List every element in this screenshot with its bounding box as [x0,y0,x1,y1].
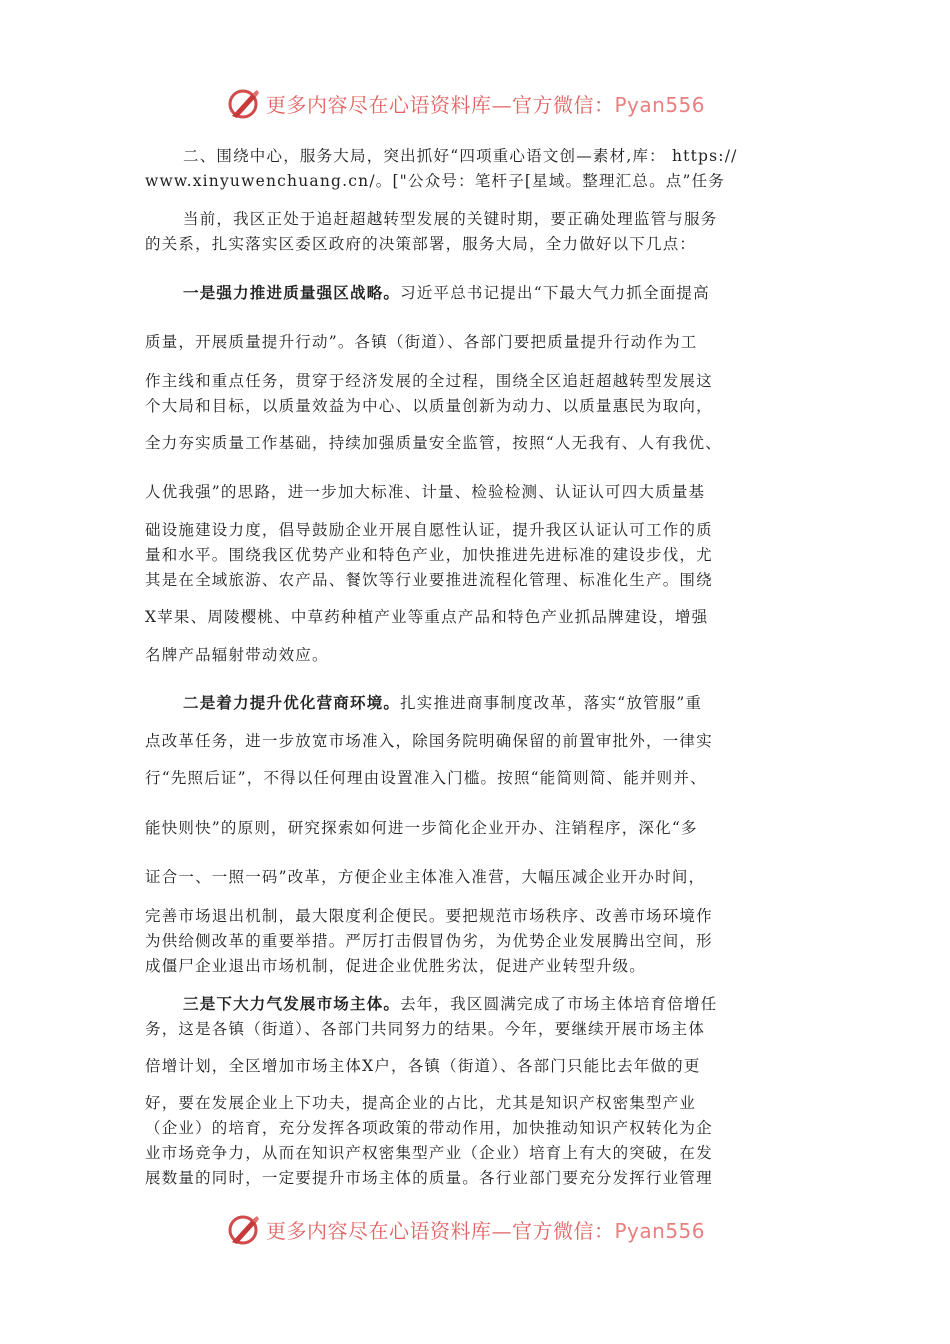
line-text: 好，要在发展企业上下功夫，提高企业的占比，尤其是知识产权密集型产业 [145,1094,697,1112]
line-text: 成僵尸企业退出市场机制，促进企业优胜劣汰，促进产业转型升级。 [145,957,647,975]
text-line [183,283,710,303]
pen-logo-icon [226,1212,262,1248]
text-line [145,906,713,926]
text-line [145,520,713,540]
banner-label: 更多内容尽在心语资料库—官方微信： [266,93,615,117]
text-line [145,371,713,391]
banner-wechat-id: Pyan556 [614,93,706,117]
text-line [145,171,725,191]
text-line [183,146,738,166]
text-line [145,931,713,951]
text-line [145,1019,705,1039]
text-line [145,956,646,976]
section-heading: 三是下大力气发展市场主体。 [183,994,401,1013]
line-text: 务，这是各镇（街道）、各部门共同努力的结果。今年，要继续开展市场主体 [145,1020,706,1038]
text-line [145,818,698,838]
banner-wechat-id: Pyan556 [614,1219,706,1243]
banner-text [266,92,705,118]
line-text: 去年，我区圆满完成了市场主体培育倍增任 [400,995,718,1013]
text-line [145,433,722,453]
line-text: 的关系，扎实落实区委区政府的决策部署，服务大局，全力做好以下几点： [145,235,697,253]
line-text: 础设施建设力度，倡导鼓励企业开展自愿性认证，提升我区认证认可工作的质 [145,521,713,539]
section-heading: 二是着力提升优化营商环境。 [183,693,401,712]
line-text: 倍增计划，全区增加市场主体X户，各镇（街道）、各部门只能比去年做的更 [145,1057,701,1075]
text-line [145,234,696,254]
text-line [145,1118,713,1138]
line-text: 展数量的同时，一定要提升市场主体的质量。各行业部门要充分发挥行业管理 [145,1169,713,1187]
text-line [145,396,713,416]
line-text: 证合一、一照一码”改革，方便企业主体准入准营，大幅压减企业开办时间， [145,868,706,886]
pen-logo-icon [226,86,262,122]
line-text: 二、围绕中心，服务大局，突出抓好“四项重心语文创—素材,库： https:// [183,147,738,165]
banner-text [266,1218,705,1244]
line-text: 名牌产品辐射带动效应。 [145,646,329,664]
header-banner [0,86,950,126]
line-text: www.xinyuwenchuang.cn/。["公众号：笔杆子[星域。整理汇总。点”任务 [145,172,725,190]
line-text: 全力夯实质量工作基础，持续加强质量安全监管，按照“人无我有、人有我优、 [145,434,722,452]
text-line [183,994,717,1014]
line-text: 个大局和目标，以质量效益为中心、以质量创新为动力、以质量惠民为取向， [145,397,713,415]
line-text: 习近平总书记提出“下最大气力抓全面提高 [400,284,710,302]
line-text: 当前，我区正处于追赶超越转型发展的关键时期，要正确处理监管与服务 [183,210,718,228]
line-text: 人优我强”的思路，进一步加大标准、计量、检验检测、认证认可四大质量基 [145,483,706,501]
line-text: 完善市场退出机制，最大限度利企便民。要把规范市场秩序、改善市场环境作 [145,907,713,925]
banner-label: 更多内容尽在心语资料库—官方微信： [266,1219,615,1243]
line-text: 质量，开展质量提升行动”。各镇（街道）、各部门要把质量提升行动作为工 [145,333,698,351]
line-text: 行“先照后证”，不得以任何理由设置准入门槛。按照“能简则简、能并则并、 [145,769,707,787]
line-text: 点改革任务，进一步放宽市场准入，除国务院明确保留的前置审批外，一律实 [145,732,713,750]
line-text: 能快则快”的原则，研究探索如何进一步简化企业开办、注销程序，深化“多 [145,819,698,837]
footer-banner [0,1212,950,1252]
line-text: 扎实推进商事制度改革，落实“放管服”重 [400,694,703,712]
text-line [145,1056,701,1076]
text-line [183,693,702,713]
text-line [145,570,713,590]
text-line [145,1168,713,1188]
line-text: X苹果、周陵樱桃、中草药种植产业等重点产品和特色产业抓品牌建设，增强 [145,608,709,626]
text-line [145,867,705,887]
text-line [145,332,697,352]
text-line [145,607,708,627]
text-line [183,209,717,229]
line-text: 作主线和重点任务，贯穿于经济发展的全过程，围绕全区追赶超越转型发展这 [145,372,713,390]
section-heading: 一是强力推进质量强区战略。 [183,283,401,302]
line-text: 其是在全域旅游、农产品、餐饮等行业要推进流程化管理、标准化生产。围绕 [145,571,713,589]
text-line [145,731,713,751]
text-line [145,1143,713,1163]
text-line [145,545,713,565]
text-line [145,1093,696,1113]
line-text: 业市场竞争力，从而在知识产权密集型产业（企业）培育上有大的突破，在发 [145,1144,713,1162]
text-line [145,768,707,788]
line-text: 为供给侧改革的重要举措。严厉打击假冒伪劣，为优势企业发展腾出空间，形 [145,932,713,950]
line-text: （企业）的培育，充分发挥各项政策的带动作用，加快推动知识产权转化为企 [145,1119,713,1137]
line-text: 量和水平。围绕我区优势产业和特色产业，加快推进先进标准的建设步伐，尤 [145,546,713,564]
text-line [145,645,329,665]
text-line [145,482,705,502]
